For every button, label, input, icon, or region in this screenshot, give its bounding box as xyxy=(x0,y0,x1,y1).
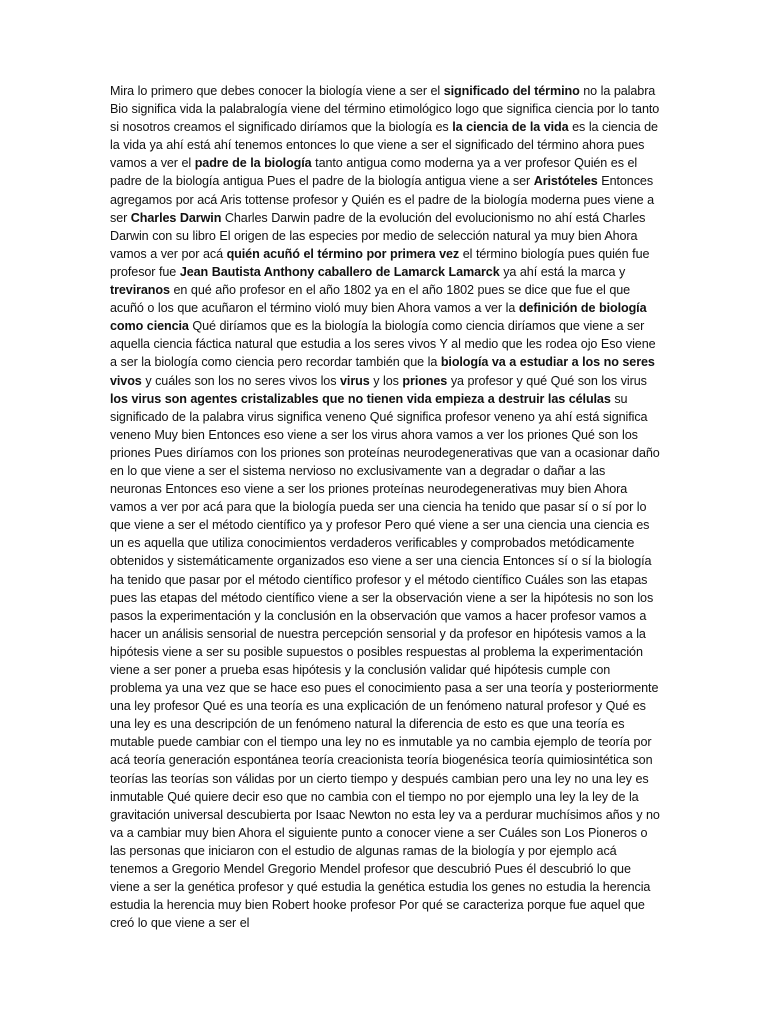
text-run: y cuáles son los no seres vivos los xyxy=(141,373,341,388)
text-run: Qué diríamos que es la biología la biología como ciencia diríamos que viene a ser aquella ciencia fáctica natural que estudia a los seres vivos Y al medio que les rodea ojo Eso viene a ser la biología como ciencia pero recordar también que la xyxy=(110,319,656,370)
bold-phrase: quién acuñó el término por primera vez xyxy=(226,246,460,261)
text-run: el término biología pues quién fue profesor fue xyxy=(110,246,650,279)
bold-phrase: Aristóteles xyxy=(533,174,598,189)
text-run: no la palabra Bio significa vida la palabralogía viene del término etimológico logo que significa ciencia por lo tanto si nosotros creamos el significado diríamos que la biología es xyxy=(110,84,660,135)
body-paragraph xyxy=(110,82,660,932)
text-run: en qué año profesor en el año 1802 ya en el año 1802 pues se dice que fue el que acuñó o los que acuñaron el término violó muy bien Ahora vamos a ver la xyxy=(110,283,631,316)
bold-phrase: Charles Darwin xyxy=(130,210,222,225)
bold-phrase: la ciencia de la vida xyxy=(452,120,569,135)
bold-phrase: significado del término xyxy=(443,84,580,98)
text-run: su significado de la palabra virus significa veneno Qué significa profesor veneno ya ahí está significa veneno Muy bien Entonces eso viene a ser los virus ahora vamos a ver los priones Qué son los priones Pues diríamos con los priones son proteínas neurodegenerativas que van a ocasionar daño en lo que viene a ser el sistema nervioso no exclusivamente van a degradar o dañar a las neuronas Entonces eso viene a ser los priones proteínas neurodegenerativas muy bien Ahora vamos a ver por acá para que la biología pueda ser una ciencia ha tenido que pasar sí o sí por lo que viene a ser el método científico ya y profesor Pero qué viene a ser una ciencia una ciencia es un es aquella que utiliza conocimientos verdaderos verificables y comprobados metódicamente obtenidos y sistemáticamente organizados eso viene a ser una ciencia Entonces sí o sí la biología ha tenido que pasar por el método científico profesor y el método científico Cuáles son las etapas pues las etapas del método científico viene a ser la observación viene a ser la hipótesis no son los pasos la experimentación y la conclusión en la observación que vamos a hacer profesor vamos a hacer un análisis sensorial de nuestra percepción sensorial y da profesor en hipótesis vamos a la hipótesis viene a ser su posible supuestos o posibles respuestas al problema la experimentación viene a ser poner a prueba esas hipótesis y la conclusión validar qué hipótesis cumple con problema ya una vez que se hace eso pues el conocimiento pasa a ser una teoría y posteriormente una ley profesor Qué es una teoría es una explicación de un fenómeno natural profesor y Qué es una ley es una descripción de un fenómeno natural la diferencia de esto es que una teoría es mutable puede cambiar con el tiempo una ley no es inmutable ya no cambia ejemplo de teoría por acá teoría generación espontánea teoría creacionista teoría biogenésica teoría quimiosintética son teorías las teorías son válidas por un cierto tiempo y después cambian pero una ley no una ley es inmutable Qué quiere decir eso que no cambia con el tiempo no por ejemplo una ley la ley de la gravitación universal descubierta por Isaac Newton no esta ley va a perdurar muchísimos años y no va a cambiar muy bien Ahora el siguiente punto a conocer viene a ser Cuáles son Los Pioneros o las personas que iniciaron con el estudio de algunas ramas de la biología y por ejemplo acá tenemos a Gregorio Mendel Gregorio Mendel profesor que descubrió Pues él descubrió lo que viene a ser la genética profesor y qué estudia la genética estudia los genes no estudia la herencia estudia la herencia muy bien Robert hooke profesor Por qué se caracteriza porque fue aquel que creó lo que viene a ser el xyxy=(110,391,660,931)
bold-phrase: virus xyxy=(340,373,370,388)
bold-phrase: biología va a estudiar a los no seres vivos xyxy=(110,355,655,388)
text-run: Charles Darwin padre de la evolución del evolucionismo no ahí está Charles Darwin con su libro El origen de las especies por medio de selección natural ya muy bien Ahora vamos a ver por acá xyxy=(110,210,646,261)
bold-phrase: padre de la biología xyxy=(194,156,312,171)
text-run: Mira lo primero que debes conocer la biología viene a ser el xyxy=(110,84,444,98)
bold-phrase: treviranos xyxy=(110,283,170,298)
text-run: Entonces agregamos por acá Aris tottense profesor y Quién es el padre de la biología moderna pues viene a ser xyxy=(110,174,655,225)
text-run: ya profesor y qué Qué son los virus xyxy=(447,373,647,388)
text-run: ya ahí está la marca y xyxy=(499,264,626,279)
bold-phrase: los virus son agentes cristalizables que no tienen vida empieza a destruir las células xyxy=(110,391,611,406)
bold-phrase: Jean Bautista Anthony caballero de Lamarck Lamarck xyxy=(179,264,500,279)
text-run: es la ciencia de la vida ya ahí está ahí tenemos entonces lo que viene a ser el significado del término ahora pues vamos a ver el xyxy=(110,120,658,171)
text-run: tanto antigua como moderna ya a ver profesor Quién es el padre de la biología antigua Pues el padre de la biología antigua viene a ser xyxy=(110,156,638,189)
bold-phrase: definición de biología como ciencia xyxy=(110,301,647,334)
bold-phrase: priones xyxy=(402,373,448,388)
text-run: y los xyxy=(369,373,403,388)
document-page xyxy=(110,82,660,932)
